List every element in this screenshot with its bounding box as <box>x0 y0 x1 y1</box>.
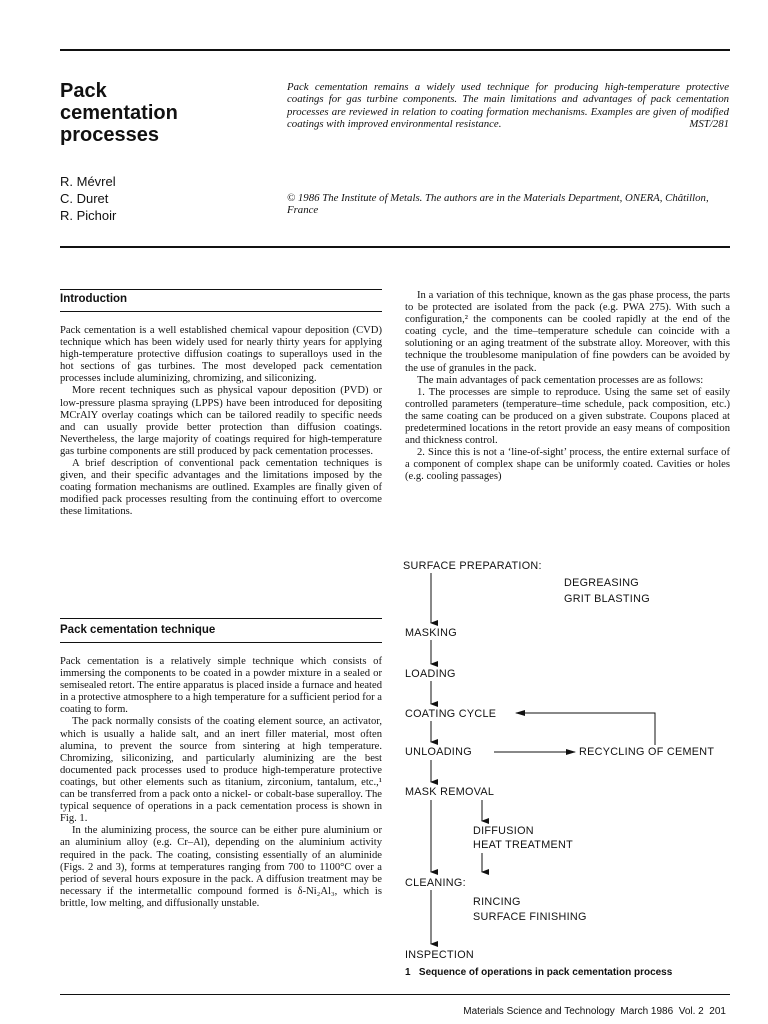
paragraph: The main advantages of pack cementation processes are as follows: <box>417 374 704 386</box>
section-heading-technique: Pack cementation technique <box>60 624 216 636</box>
figure-number: 1 <box>405 967 411 978</box>
step-cleaning: CLEANING: <box>405 877 466 889</box>
running-footer: Materials Science and Technology March 1986 Vol. 2 201 <box>463 1006 726 1017</box>
step-rincing: RINCING <box>473 896 521 908</box>
paragraph: A brief description of conventional pack cementation techniques is given, and their specific advantages and the limitations imposed by the coating formation mechanisms are outlined. Examples are finally given of modified pack processes resulting from the continuing effort to overcome these limitations. <box>60 458 382 518</box>
paragraph: Pack cementation is a relatively simple technique which consists of immersing the components to be coated in a powder mixture in a sealed or semisealed retort. The entire apparatus is placed inside a furnace and heated in a protective atmosphere to a high temperature for a sufficient period for a coating to form. <box>60 656 382 716</box>
article-title: Pack cementation processes <box>60 80 178 146</box>
abstract: Pack cementation remains a widely used technique for producing high-temperature protective coatings for gas turbine components. The main limitations and advantages of pack cementation processes are reviewed in relation to coating formation mechanisms. Examples are given of modified coatings with improved environmental resistance. MST/281 <box>287 81 729 131</box>
paragraph: Pack cementation is a well established chemical vapour deposition (CVD) technique which has been widely used for nearly thirty years for applying high-temperature protective diffusion coatings to superalloys used in the hot sections of gas turbines. The most developed pack cementation processes include aluminizing, chromizing, and siliconizing. <box>60 325 382 385</box>
step-mask-removal: MASK REMOVAL <box>405 786 495 798</box>
step-grit-blasting: GRIT BLASTING <box>564 593 650 605</box>
author: R. Mévrel <box>60 174 116 189</box>
paragraph: 1. The processes are simple to reproduce. Using the same set of easily controlled parameters (temperature–time schedule, pack composition, etc.) the same coating can be produced on a given substrate. Coupons placed at predetermined locations in the retort provide an easy means of composition and thickness control. <box>405 386 730 447</box>
step-degreasing: DEGREASING <box>564 577 639 589</box>
paragraph: More recent techniques such as physical vapour deposition (PVD) or low-pressure plasma spraying (LPPS) have been introduced for depositing MCrAlY overlay coatings which can be tailored readily to specific needs and can usually provide better protection than diffusion coatings. Nevertheless, the large majority of coatings required for high-temperature gas turbine components are still produced by pack cementation processes. <box>60 385 382 457</box>
recycling-return-line <box>545 713 655 745</box>
figure-caption-text: Sequence of operations in pack cementation process <box>418 967 673 978</box>
paragraph: The pack normally consists of the coating element source, an activator, which is usually a halide salt, and an inert filler material, most often alumina, to prevent the source from sintering at high temperature. Chromizing, siliconizing, and particularly aluminizing are the best documented pack processes used to produce high-temperature protective coatings, but other elements such as titanium, zirconium, tantalum, etc.,¹ can be transferred from a pack onto a nickel- or cobalt-base superalloy. The typical sequence of operations in a pack cementation process is shown in Fig. 1. <box>60 716 382 825</box>
step-diffusion: DIFFUSION <box>473 825 534 837</box>
section-heading-introduction: Introduction <box>60 293 128 305</box>
step-surface-finishing: SURFACE FINISHING <box>473 911 587 923</box>
copyright-note: © 1986 The Institute of Metals. The authors are in the Materials Department, ONERA, Châtillon, France <box>287 192 709 217</box>
paragraph: In the aluminizing process, the source can be either pure aluminium or an aluminium alloy (e.g. Cr–Al), depending on the aluminium activity required in the pack. The coating, consisting essentially of an aluminide (Figs. 2 and 3), forms at temperatures ranging from 700 to 1100°C over a period of several hours exposure in the pack. A diffusion treatment may be necessary if the intermetallic compound formed is δ-Ni₂Al₃, which is brittle, low melting, and diffusionally unstable. <box>60 825 382 909</box>
step-coating-cycle: COATING CYCLE <box>405 708 497 720</box>
paragraph: 2. Since this is not a ‘line-of-sight’ process, the entire external surface of a component of complex shape can be uniformly coated. Cavities or holes (e.g. cooling passages) <box>405 447 730 483</box>
step-loading: LOADING <box>405 668 456 680</box>
step-heat-treatment: HEAT TREATMENT <box>473 839 573 851</box>
paragraph: In a variation of this technique, known as the gas phase process, the parts to be protected are isolated from the pack (e.g. PWA 275). With such a configuration,² the components can be cooled rapidly at the end of the coating cycle, and the time–temperature schedule can coincide with a solutioning or an aging treatment of the substrate alloy. Moreover, with this technique the troublesome manipulation of fine powders can be avoided by the use of granules in the pack. <box>405 290 730 374</box>
step-unloading: UNLOADING <box>405 746 472 758</box>
author: C. Duret <box>60 191 109 206</box>
step-surface-preparation: SURFACE PREPARATION: <box>403 560 542 572</box>
author: R. Pichoir <box>60 208 117 223</box>
step-recycling-of-cement: RECYCLING OF CEMENT <box>579 746 715 758</box>
step-inspection: INSPECTION <box>405 949 474 961</box>
figure-caption <box>405 967 672 978</box>
step-masking: MASKING <box>405 627 457 639</box>
footer-rule <box>60 994 730 995</box>
manuscript-ref: MST/281 <box>689 118 729 131</box>
